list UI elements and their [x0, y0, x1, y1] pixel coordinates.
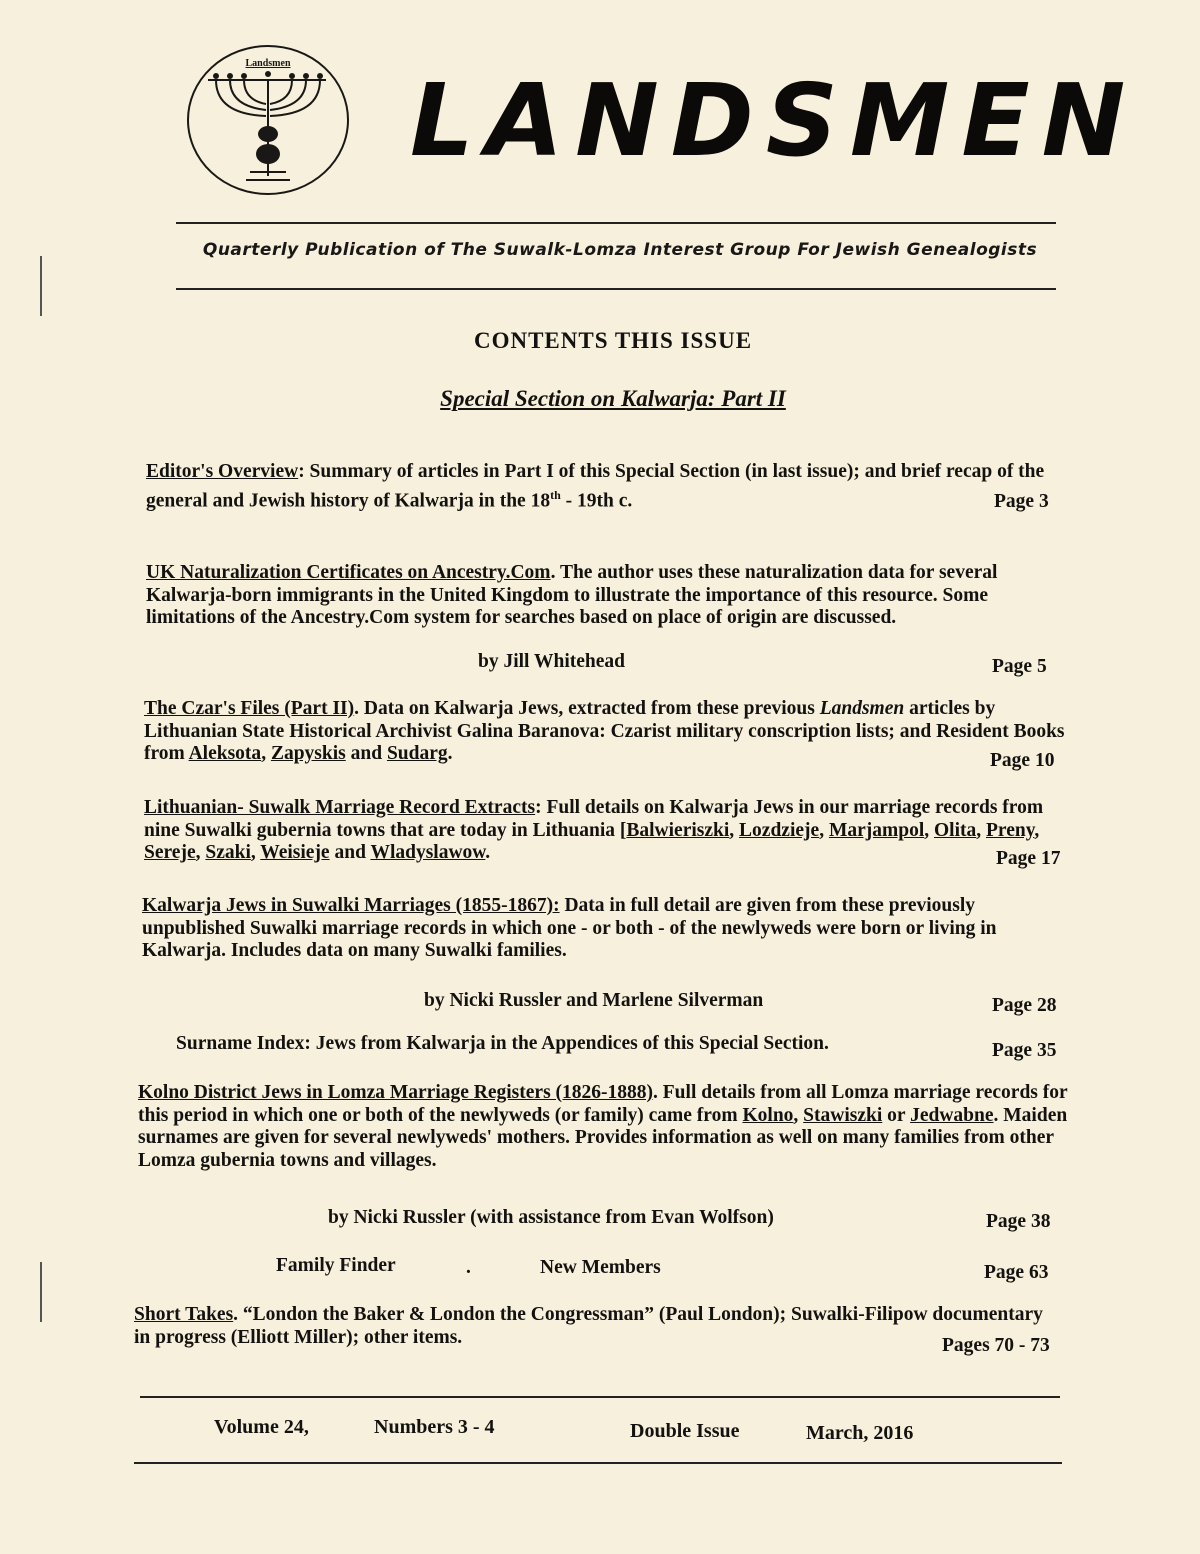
- entry-text: Data in full detail are given from these previously unpublished Suwalki marriage records in which one - or both - of the newlyweds were born or living in Kalwarja. Includes data on many Suwalki families.: [142, 895, 997, 961]
- entry-byline: by Jill Whitehead: [478, 651, 626, 672]
- page-number: Page 17: [996, 848, 1061, 869]
- separator: .: [485, 842, 491, 863]
- town-link[interactable]: Olita: [934, 819, 977, 841]
- page-number: Page 3: [994, 491, 1049, 512]
- entry-title[interactable]: The Czar's Files (Part II): [144, 698, 355, 719]
- issue-date: March, 2016: [806, 1422, 914, 1444]
- town-link[interactable]: Balwieriszki: [626, 819, 730, 841]
- place-link[interactable]: Sudarg: [386, 743, 448, 764]
- page-number: Pages 70 - 73: [942, 1335, 1050, 1356]
- family-finder-label[interactable]: Family Finder: [276, 1255, 396, 1276]
- entry-text: . Full details from all Lomza marriage records for this period in which one or both of the newlyweds (or family) came from: [138, 1082, 1068, 1126]
- header-rule-bottom: [176, 288, 1056, 290]
- separator: and: [329, 842, 371, 863]
- footer-rule-bottom: [134, 1462, 1062, 1464]
- place-link[interactable]: Jedwabne: [910, 1104, 994, 1126]
- separator: or: [882, 1104, 911, 1126]
- entry-text-end: - 19th c.: [560, 490, 633, 511]
- page-number: Page 5: [992, 656, 1047, 677]
- numbers-label: Numbers 3 - 4: [374, 1416, 495, 1438]
- staple-mark-top: [40, 256, 42, 316]
- page-number: Page 10: [990, 750, 1055, 771]
- page-number: Page 63: [984, 1262, 1049, 1283]
- entry-text: : Summary of articles in Part I of this Special Section (in last issue); and brief recap of the general and Jewish history of Kalwarja in the 18: [146, 461, 1045, 511]
- place-link[interactable]: Zapyskis: [270, 743, 346, 764]
- toc-entry-short-takes: [134, 1304, 1064, 1349]
- toc-entry-kolno-district: [138, 1082, 1073, 1172]
- separator: ,: [250, 842, 261, 863]
- issue-type-label: Double Issue: [630, 1420, 740, 1442]
- publication-subtitle: Quarterly Publication of The Suwalk-Lomza Interest Group For Jewish Genealogists: [202, 240, 1038, 260]
- separator-dot: .: [466, 1257, 471, 1278]
- separator: ,: [261, 743, 271, 764]
- town-link[interactable]: Sereje: [144, 842, 196, 863]
- toc-entry-kalwarja-suwalki-marriages: [142, 895, 1072, 963]
- new-members-label[interactable]: New Members: [540, 1257, 661, 1278]
- menorah-logo: [186, 44, 350, 196]
- place-link[interactable]: Aleksota: [188, 743, 262, 764]
- entry-title[interactable]: Short Takes: [134, 1304, 234, 1325]
- entry-italic-title: Landsmen: [819, 698, 905, 719]
- toc-entry-uk-naturalization: [146, 562, 1076, 630]
- place-link[interactable]: Kolno: [742, 1104, 794, 1126]
- entry-title[interactable]: Lithuanian- Suwalk Marriage Record Extracts: [144, 797, 536, 818]
- entry-title[interactable]: Kolno District Jews in Lomza Marriage Registers (1826-1888): [138, 1082, 654, 1103]
- page-number: Page 28: [992, 995, 1057, 1016]
- separator: ,: [924, 819, 934, 841]
- toc-entry-surname-index: Surname Index: Jews from Kalwarja in the Appendices of this Special Section.: [176, 1033, 829, 1054]
- entry-text: : Full details on Kalwarja Jews in our marriage records from nine Suwalki gubernia towns that are today in Lithuania [: [144, 797, 1044, 841]
- masthead-title: LANDSMEN: [410, 62, 1138, 179]
- contents-heading: CONTENTS THIS ISSUE: [473, 328, 753, 353]
- separator: ,: [819, 819, 829, 841]
- separator: and: [345, 743, 387, 764]
- place-link[interactable]: Stawiszki: [803, 1104, 883, 1126]
- logo-text: Landsmen: [245, 58, 291, 69]
- separator: ,: [1034, 819, 1040, 841]
- entry-text: . Data on Kalwarja Jews, extracted from these previous: [354, 698, 820, 719]
- entry-superscript: th: [550, 487, 561, 502]
- entry-byline: by Nicki Russler (with assistance from Evan Wolfson): [328, 1207, 774, 1228]
- town-link[interactable]: Marjampol: [828, 819, 925, 841]
- toc-entry-czars-files: [144, 698, 1074, 766]
- toc-entry-lithuanian-suwalk: [144, 797, 1074, 865]
- staple-mark-bottom: [40, 1262, 42, 1322]
- header-rule-top: [176, 222, 1056, 224]
- entry-title[interactable]: UK Naturalization Certificates on Ancestry.Com: [146, 562, 551, 583]
- town-link[interactable]: Wladyslawow: [370, 842, 486, 863]
- entry-text-cont: . Maiden surnames are given for several newlyweds' mothers. Provides information as well on many families from other Lomza gubernia towns and villages.: [138, 1104, 1068, 1171]
- town-link[interactable]: Weisieje: [260, 842, 330, 863]
- separator: .: [447, 743, 453, 764]
- town-link[interactable]: Szaki: [205, 842, 251, 863]
- special-section-title: Special Section on Kalwarja: Part II: [440, 386, 786, 411]
- entry-title[interactable]: Kalwarja Jews in Suwalki Marriages (1855-1867):: [142, 895, 560, 916]
- entry-title[interactable]: Editor's Overview: [146, 461, 299, 482]
- page-number: Page 38: [986, 1211, 1051, 1232]
- volume-label: Volume 24,: [214, 1416, 309, 1438]
- entry-text: . The author uses these naturalization data for several Kalwarja-born immigrants in the United Kingdom to illustrate the importance of this resource. Some limitations of the Ancestry.Com system for searches based on place of origin are discussed.: [146, 562, 998, 628]
- town-link[interactable]: Preny: [986, 819, 1035, 841]
- footer-rule-top: [140, 1396, 1060, 1398]
- separator: ,: [793, 1104, 804, 1126]
- separator: ,: [729, 819, 740, 841]
- separator: ,: [976, 819, 986, 841]
- page-number: Page 35: [992, 1040, 1057, 1061]
- town-link[interactable]: Lozdzieje: [739, 819, 820, 841]
- entry-byline: by Nicki Russler and Marlene Silverman: [424, 990, 764, 1011]
- toc-entry-editors-overview: [146, 461, 1076, 513]
- separator: ,: [195, 842, 206, 863]
- entry-text-cont: articles by Lithuanian State Historical Archivist Galina Baranova: Czarist military conscription lists; and Resident Books from: [144, 698, 1065, 764]
- entry-text: . “London the Baker & London the Congressman” (Paul London); Suwalki-Filipow documentary in progress (Elliott Miller); other items.: [134, 1304, 1043, 1348]
